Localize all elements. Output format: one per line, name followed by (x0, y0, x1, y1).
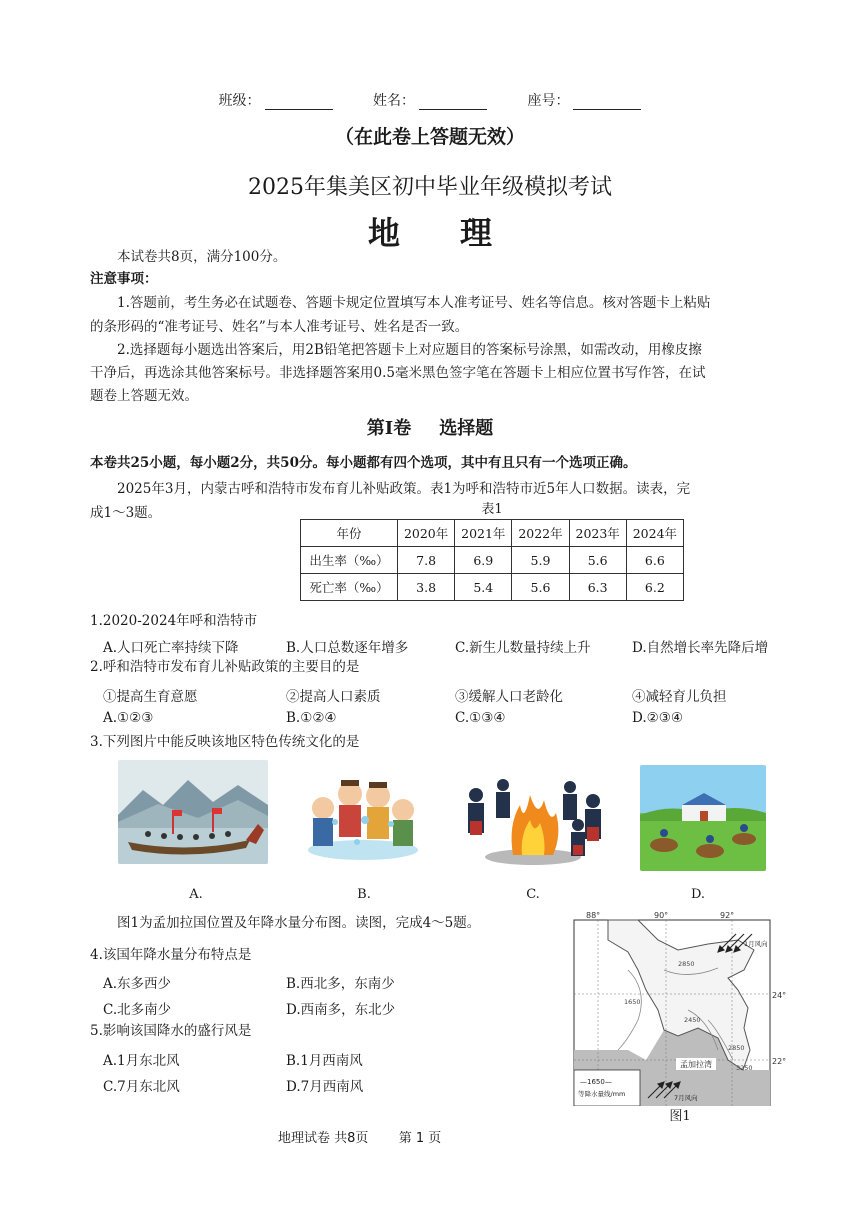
picture-dragon-boat (118, 760, 268, 864)
q2-stem: 2.呼和浩特市发布育儿补贴政策的主要目的是 (90, 659, 360, 675)
context-2: 图1为孟加拉国位置及年降水量分布图。读图，完成4～5题。 (117, 915, 481, 931)
table-cell: 3.8 (398, 574, 455, 601)
section-name: 选择题 (439, 418, 494, 439)
table-cell: 6.2 (626, 574, 683, 601)
q5-option-c: C.7月东北风 (103, 1079, 180, 1095)
table-header-row (301, 520, 684, 547)
q4-option-c: C.北多南少 (103, 1002, 172, 1018)
q5-option-d: D.7月西南风 (286, 1079, 364, 1095)
context-1b: 成1～3题。 (90, 505, 162, 521)
map-caption: 图1 (669, 1109, 691, 1124)
q1-option-c: C.新生儿数量持续上升 (455, 640, 591, 656)
table-cell: 出生率（‰） (301, 547, 398, 574)
q5-stem: 5.影响该国降水的盛行风是 (90, 1023, 252, 1039)
jan-wind-label: 1月风向 (744, 940, 768, 948)
table-caption: 表1 (481, 502, 503, 517)
q2-statement-3: ③缓解人口老龄化 (455, 689, 563, 705)
picture-label-b: B. (357, 887, 371, 902)
footer-page-number: 第 1 页 (398, 1131, 442, 1146)
seat-blank (573, 97, 641, 110)
table-cell: 死亡率（‰） (301, 574, 398, 601)
legend-isoline-label: 等降水量线/mm (578, 1090, 626, 1098)
table-cell: 7.8 (398, 547, 455, 574)
table-header-cell: 2020年 (398, 520, 455, 547)
isoline-1650-label: 1650 (624, 998, 641, 1006)
q2-statement-1: ①提高生育意愿 (103, 689, 198, 705)
picture-label-d: D. (690, 887, 706, 902)
picture-grassland-horses (640, 765, 766, 871)
q1-stem: 1.2020-2024年呼和浩特市 (90, 613, 258, 629)
picture-label-c: C. (526, 887, 540, 902)
exam-title: 2025年集美区初中毕业年级模拟考试 (248, 175, 612, 200)
q4-stem: 4.该国年降水量分布特点是 (90, 947, 252, 963)
picture-bonfire-dance (458, 765, 608, 871)
table-cell: 6.6 (626, 547, 683, 574)
population-table (300, 519, 684, 601)
bangladesh-rainfall-map (568, 910, 788, 1106)
lat-22-label: 22° (772, 1057, 787, 1066)
q2-option-b: B.①②④ (286, 710, 337, 726)
subject-title: 地理 (367, 214, 552, 252)
table-cell: 5.9 (512, 547, 569, 574)
attention-title: 注意事项： (90, 271, 158, 287)
lon-92-label: 92° (720, 911, 735, 920)
context-1a: 2025年3月，内蒙古呼和浩特市发布育儿补贴政策。表1为呼和浩特市近5年人口数据。读表，完 (117, 481, 691, 497)
page-footer (278, 1127, 441, 1146)
attention-1a: 1.答题前，考生务必在试题卷、答题卡规定位置填写本人准考证号、姓名等信息。核对答题卡上粘贴 (117, 295, 711, 311)
isoline-3250-label: 3250 (736, 1064, 753, 1072)
invalid-notice: （在此卷上答题无效） (334, 126, 525, 148)
lat-24-label: 24° (772, 991, 787, 1000)
table-cell: 5.6 (569, 547, 626, 574)
student-info-line (0, 90, 860, 110)
table-header-cell: 2023年 (569, 520, 626, 547)
legend-isoline-sample: —1650— (580, 1078, 612, 1086)
section-heading (0, 414, 860, 440)
q4-option-a: A.东多西少 (103, 976, 172, 992)
seat-label: 座号： (527, 93, 570, 109)
q1-option-b: B.人口总数逐年增多 (286, 640, 409, 656)
table-cell: 6.9 (455, 547, 512, 574)
q3-stem: 3.下列图片中能反映该地区特色传统文化的是 (90, 734, 360, 750)
q2-option-c: C.①③④ (455, 710, 506, 726)
bay-label: 孟加拉湾 (680, 1060, 712, 1069)
table-header-cell: 2021年 (455, 520, 512, 547)
table-header-cell: 年份 (301, 520, 398, 547)
picture-label-a: A. (189, 887, 203, 902)
table-row (301, 574, 684, 601)
footer-total-pages: 地理试卷 共8页 (278, 1131, 369, 1146)
picture-water-festival (295, 760, 430, 864)
section-part: 第I卷 (366, 418, 412, 439)
table-row (301, 547, 684, 574)
q5-option-a: A.1月东北风 (103, 1053, 180, 1069)
class-label: 班级： (218, 93, 261, 109)
name-blank (419, 97, 487, 110)
lon-90-label: 90° (654, 911, 669, 920)
q4-option-d: D.西南多，东北少 (286, 1002, 396, 1018)
q1-option-a: A.人口死亡率持续下降 (103, 640, 239, 656)
isoline-2450-label: 2450 (684, 1016, 701, 1024)
isoline-2850b-label: 2850 (728, 1044, 745, 1052)
lon-88-label: 88° (586, 911, 601, 920)
q4-option-b: B.西北多，东南少 (286, 976, 395, 992)
attention-1b: 的条形码的“准考证号、姓名”与本人准考证号、姓名是否一致。 (90, 319, 469, 335)
jul-wind-label: 7月风向 (674, 1094, 698, 1102)
q2-statement-2: ②提高人口素质 (286, 689, 381, 705)
table-cell: 6.3 (569, 574, 626, 601)
q2-statement-4: ④减轻育儿负担 (632, 689, 727, 705)
table-header-cell: 2022年 (512, 520, 569, 547)
table-cell: 5.6 (512, 574, 569, 601)
intro-text: 本试卷共8页，满分100分。 (117, 249, 287, 265)
name-label: 姓名： (373, 93, 415, 109)
table-header-cell: 2024年 (626, 520, 683, 547)
attention-2c: 题卷上答题无效。 (90, 388, 198, 404)
section-desc: 本卷共25小题，每小题2分，共50分。每小题都有四个选项，其中有且只有一个选项正确。 (90, 455, 637, 471)
q2-option-d: D.②③④ (632, 710, 683, 726)
attention-2b: 干净后，再选涂其他答案标号。非选择题答案用0.5毫米黑色签字笔在答题卡上相应位置书写作答，在试 (90, 365, 706, 381)
q5-option-b: B.1月西南风 (286, 1053, 363, 1069)
q1-option-d: D.自然增长率先降后增 (632, 640, 769, 656)
q2-option-a: A.①②③ (103, 710, 154, 726)
attention-2a: 2.选择题每小题选出答案后，用2B铅笔把答题卡上对应题目的答案标号涂黑，如需改动，用橡皮擦 (117, 342, 702, 358)
class-blank (265, 97, 333, 110)
table-cell: 5.4 (455, 574, 512, 601)
isoline-2850-label: 2850 (678, 960, 695, 968)
